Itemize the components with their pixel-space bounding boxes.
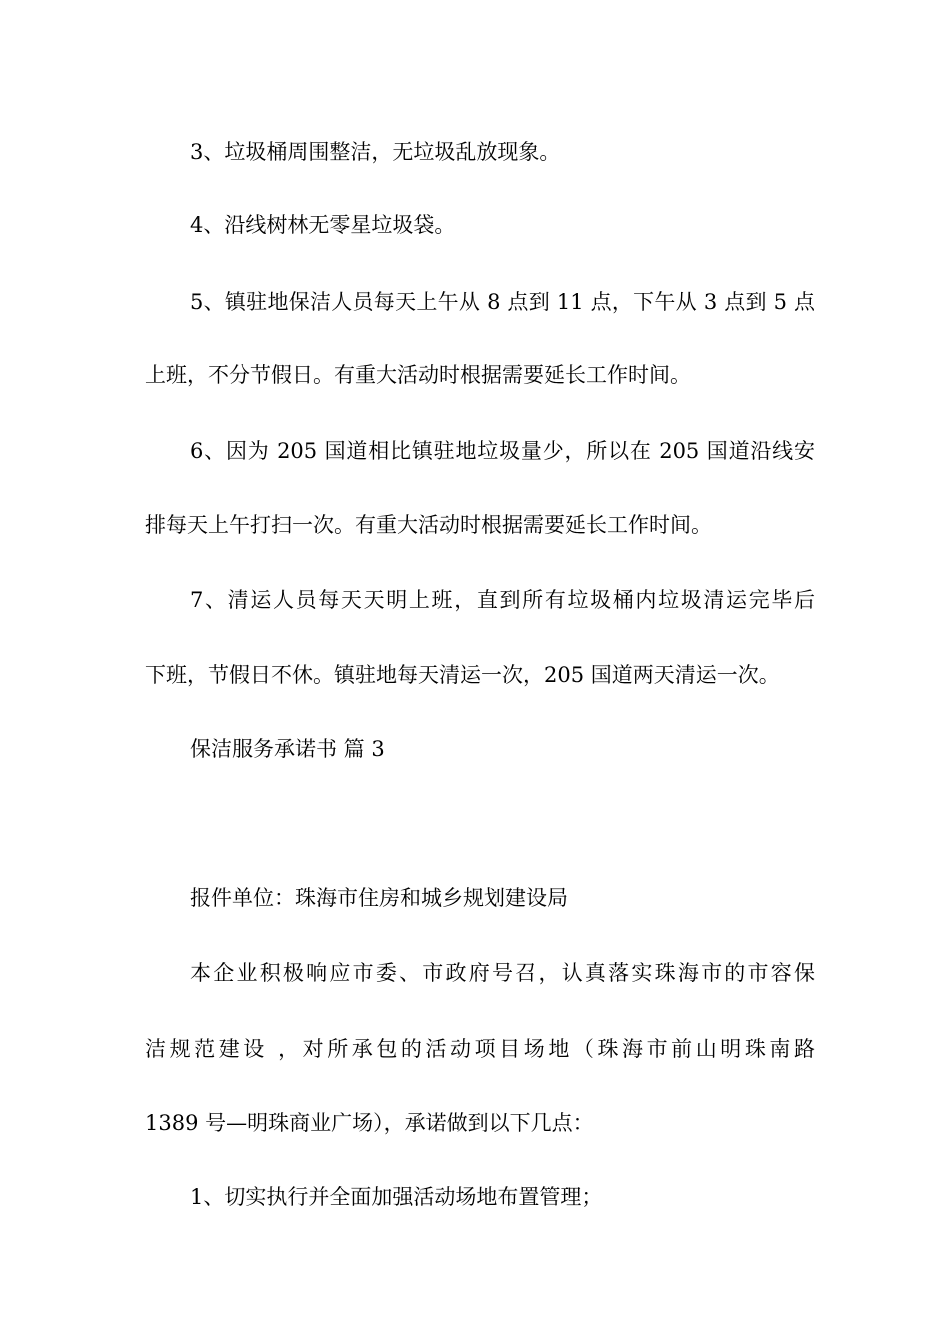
commitment-item-1: 1、切实执行并全面加强活动场地布置管理； [190,1185,603,1209]
paragraph-item-3: 3、垃圾桶周围整洁，无垃圾乱放现象。 [190,140,561,164]
reporting-unit: 报件单位：珠海市住房和城乡规划建设局 [190,886,568,910]
paragraph-item-6-line-1: 6、因为 205 国道相比镇驻地垃圾量少，所以在 205 国道沿线安 [190,439,815,463]
paragraph-item-5-line-2: 上班，不分节假日。有重大活动时根据需要延长工作时间。 [145,363,691,387]
paragraph-item-5-line-1: 5、镇驻地保洁人员每天上午从 8 点到 11 点，下午从 3 点到 5 点 [190,290,815,314]
paragraph-item-7-line-2: 下班，节假日不休。镇驻地每天清运一次，205 国道两天清运一次。 [145,663,780,687]
paragraph-item-6-line-2: 排每天上午打扫一次。有重大活动时根据需要延长工作时间。 [145,513,712,537]
commitment-paragraph-line-1: 本企业积极响应市委、市政府号召，认真落实珠海市的市容保 [190,961,815,985]
paragraph-item-7-line-1: 7、清运人员每天天明上班，直到所有垃圾桶内垃圾清运完毕后 [190,588,815,612]
commitment-paragraph-line-3: 1389 号—明珠商业广场），承诺做到以下几点： [145,1111,594,1135]
paragraph-item-4: 4、沿线树林无零星垃圾袋。 [190,213,456,237]
section-heading: 保洁服务承诺书 篇 3 [190,737,385,761]
commitment-paragraph-line-2: 洁规范建设 ，对所承包的活动项目场地（珠海市前山明珠南路 [145,1037,815,1061]
